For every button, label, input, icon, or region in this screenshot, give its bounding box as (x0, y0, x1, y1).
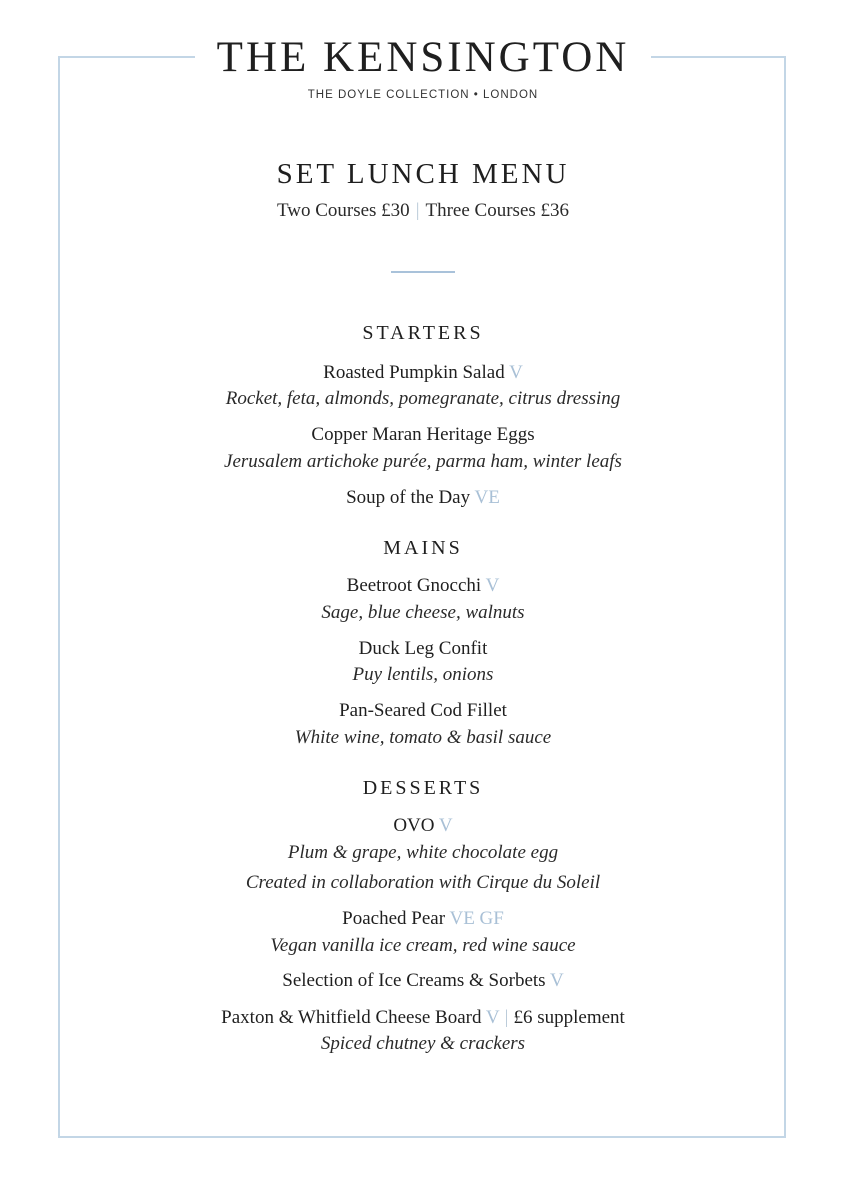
dish-name (0, 815, 846, 837)
dish-label: Copper Maran Heritage Eggs (311, 424, 535, 445)
dish-label: Duck Leg Confit (358, 638, 488, 659)
diet-tag: V (485, 575, 500, 596)
diet-tag: V (485, 1007, 500, 1028)
dish-description: Puy lentils, onions (352, 664, 494, 685)
menu-title: SET LUNCH MENU (276, 158, 570, 190)
dish-label: Pan-Seared Cod Fillet (339, 700, 507, 721)
supplement-price: £6 supplement (513, 1007, 625, 1028)
diet-tag: VE (474, 487, 500, 508)
price-two-courses: Two Courses £30 (276, 200, 410, 221)
dish-name (0, 424, 846, 446)
dish-description: Rocket, feta, almonds, pomegranate, citrus dressing (225, 388, 621, 409)
brand-header (0, 32, 846, 84)
brand-title: THE KENSINGTON (195, 32, 652, 84)
dish-name (0, 970, 846, 992)
dish-label: Paxton & Whitfield Cheese Board (221, 1007, 482, 1028)
dish-description: Jerusalem artichoke purée, parma ham, winter leafs (224, 451, 622, 472)
section-title-mains: MAINS (383, 537, 463, 559)
section-title-desserts: DESSERTS (362, 777, 484, 799)
diet-tag: V (509, 362, 523, 383)
diet-tag: V (549, 970, 564, 991)
dish-label: Roasted Pumpkin Salad (323, 362, 505, 383)
dish-label: Soup of the Day (346, 487, 471, 508)
dish-name (0, 1007, 846, 1029)
price-three-courses: Three Courses £36 (425, 200, 570, 221)
supplement-separator: | (504, 1007, 509, 1028)
dish-label: Poached Pear (342, 908, 446, 929)
dish-name (0, 700, 846, 722)
diet-tag: V (438, 815, 453, 836)
dish-name (0, 362, 846, 384)
dish-label: OVO (393, 815, 435, 836)
dish-name (0, 487, 846, 509)
dish-note: Created in collaboration with Cirque du Soleil (245, 872, 601, 893)
dish-name (0, 575, 846, 597)
dish-label: Selection of Ice Creams & Sorbets (282, 970, 546, 991)
price-separator: | (415, 200, 420, 221)
dish-name (0, 638, 846, 660)
title-divider (391, 271, 455, 273)
dish-description: Sage, blue cheese, walnuts (321, 602, 525, 623)
dish-description: Vegan vanilla ice cream, red wine sauce (270, 935, 576, 956)
diet-tag: VE GF (449, 908, 504, 929)
dish-name (0, 908, 846, 930)
section-title-starters: STARTERS (362, 322, 484, 344)
pricing-line (0, 200, 846, 222)
dish-label: Beetroot Gnocchi (346, 575, 482, 596)
dish-description: Spiced chutney & crackers (320, 1033, 526, 1054)
dish-description: White wine, tomato & basil sauce (294, 727, 552, 748)
dish-description: Plum & grape, white chocolate egg (287, 842, 559, 863)
brand-subtitle: THE DOYLE COLLECTION • LONDON (307, 89, 539, 101)
